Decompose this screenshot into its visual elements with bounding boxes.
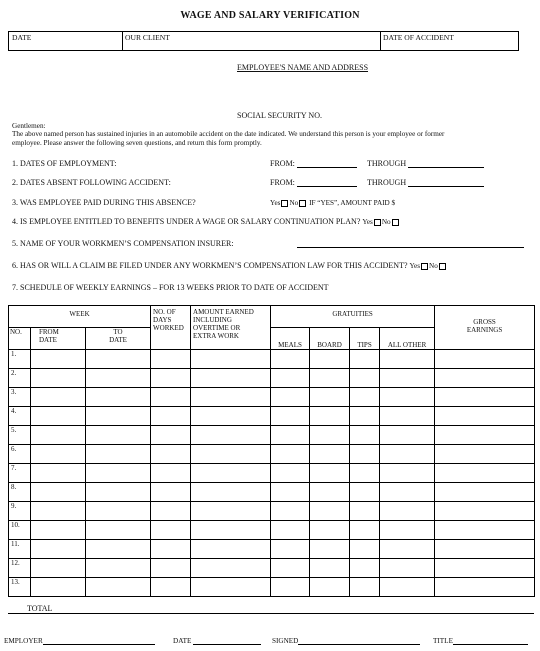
- table-cell[interactable]: [350, 483, 380, 502]
- table-cell[interactable]: [435, 369, 535, 388]
- table-cell[interactable]: [31, 350, 86, 369]
- q3-yes-checkbox[interactable]: [281, 200, 288, 207]
- table-cell[interactable]: [271, 521, 310, 540]
- client-field[interactable]: [122, 32, 380, 50]
- table-row: [9, 464, 535, 483]
- date-field[interactable]: [9, 32, 119, 50]
- table-cell[interactable]: [435, 483, 535, 502]
- row-number: 7.: [9, 464, 31, 483]
- q1-label: 1. DATES OF EMPLOYMENT:: [12, 159, 117, 168]
- row-number: 11.: [9, 540, 31, 559]
- table-cell[interactable]: [191, 426, 271, 445]
- table-cell[interactable]: [271, 502, 310, 521]
- accident-label: DATE OF ACCIDENT: [383, 33, 454, 42]
- table-cell[interactable]: [271, 464, 310, 483]
- table-cell[interactable]: [380, 540, 435, 559]
- gross-earnings-header: GROSS EARNINGS: [435, 306, 535, 350]
- table-cell[interactable]: [435, 502, 535, 521]
- table-cell[interactable]: [271, 350, 310, 369]
- table-cell[interactable]: [86, 483, 151, 502]
- table-row: [9, 407, 535, 426]
- table-cell[interactable]: [271, 559, 310, 578]
- q5-label: 5. NAME OF YOUR WORKMEN’S COMPENSATION INSURER:: [12, 239, 234, 248]
- table-cell[interactable]: [151, 407, 191, 426]
- table-cell[interactable]: [86, 445, 151, 464]
- row-number: 3.: [9, 388, 31, 407]
- row-number: 4.: [9, 407, 31, 426]
- table-cell[interactable]: [191, 464, 271, 483]
- table-cell[interactable]: [350, 464, 380, 483]
- table-cell[interactable]: [380, 559, 435, 578]
- q2-from-input[interactable]: [297, 178, 357, 187]
- table-cell[interactable]: [435, 350, 535, 369]
- table-cell[interactable]: [310, 521, 350, 540]
- table-cell[interactable]: [310, 502, 350, 521]
- table-cell[interactable]: [191, 445, 271, 464]
- signed-input[interactable]: [298, 636, 420, 645]
- table-cell[interactable]: [151, 483, 191, 502]
- table-cell[interactable]: [435, 388, 535, 407]
- table-cell[interactable]: [435, 464, 535, 483]
- table-cell[interactable]: [310, 407, 350, 426]
- table-cell[interactable]: [86, 540, 151, 559]
- employee-name-label: EMPLOYEE'S NAME AND ADDRESS: [237, 63, 369, 72]
- table-cell[interactable]: [435, 445, 535, 464]
- table-cell[interactable]: [271, 445, 310, 464]
- table-cell[interactable]: [151, 388, 191, 407]
- table-cell[interactable]: [380, 426, 435, 445]
- intro-line-1: The above named person has sustained injuries in an automobile accident on the date indicated. We understand this person is your employee or former: [12, 130, 445, 138]
- q4-yes-checkbox[interactable]: [374, 219, 381, 226]
- client-label: OUR CLIENT: [125, 33, 170, 42]
- table-cell[interactable]: [350, 388, 380, 407]
- table-cell[interactable]: [191, 540, 271, 559]
- table-row: [9, 521, 535, 540]
- table-cell[interactable]: [31, 407, 86, 426]
- table-cell[interactable]: [310, 426, 350, 445]
- amount-earned-header: AMOUNT EARNED INCLUDING OVERTIME OR EXTRA WORK: [191, 306, 271, 350]
- weekly-earnings-table: [8, 305, 535, 597]
- table-cell[interactable]: [151, 464, 191, 483]
- table-cell[interactable]: [31, 578, 86, 597]
- table-row: [9, 388, 535, 407]
- table-cell[interactable]: [271, 483, 310, 502]
- table-cell[interactable]: [271, 388, 310, 407]
- table-cell[interactable]: [86, 578, 151, 597]
- board-header: BOARD: [310, 328, 350, 350]
- table-cell[interactable]: [151, 578, 191, 597]
- table-cell[interactable]: [151, 521, 191, 540]
- table-cell[interactable]: [271, 407, 310, 426]
- gratuities-header: GRATUITIES: [271, 306, 435, 328]
- table-cell[interactable]: [350, 445, 380, 464]
- ssn-label: SOCIAL SECURITY NO.: [237, 111, 322, 120]
- table-row: [9, 483, 535, 502]
- tips-header: TIPS: [350, 328, 380, 350]
- row-number: 1.: [9, 350, 31, 369]
- table-header-row-1: [9, 306, 535, 328]
- table-cell[interactable]: [86, 426, 151, 445]
- table-cell[interactable]: [310, 540, 350, 559]
- table-cell[interactable]: [350, 350, 380, 369]
- table-cell[interactable]: [435, 521, 535, 540]
- table-cell[interactable]: [31, 426, 86, 445]
- employer-input[interactable]: [43, 636, 155, 645]
- table-cell[interactable]: [350, 578, 380, 597]
- row-number: 2.: [9, 369, 31, 388]
- q2-through: THROUGH: [367, 178, 484, 187]
- table-cell[interactable]: [31, 540, 86, 559]
- table-row: [9, 578, 535, 597]
- table-cell[interactable]: [151, 445, 191, 464]
- q6-label: 6. HAS OR WILL A CLAIM BE FILED UNDER ANY WORKMEN’S COMPENSATION LAW FOR THIS ACCIDENT? Yes No: [12, 261, 447, 270]
- table-cell[interactable]: [350, 502, 380, 521]
- table-cell[interactable]: [310, 578, 350, 597]
- table-cell[interactable]: [31, 445, 86, 464]
- table-cell[interactable]: [380, 388, 435, 407]
- table-cell[interactable]: [350, 540, 380, 559]
- q2-from: FROM:: [270, 178, 357, 187]
- q2-label: 2. DATES ABSENT FOLLOWING ACCIDENT:: [12, 178, 171, 187]
- table-cell[interactable]: [151, 369, 191, 388]
- table-cell[interactable]: [191, 407, 271, 426]
- table-cell[interactable]: [191, 502, 271, 521]
- table-cell[interactable]: [191, 559, 271, 578]
- table-cell[interactable]: [151, 426, 191, 445]
- table-cell[interactable]: [435, 578, 535, 597]
- table-cell[interactable]: [191, 350, 271, 369]
- table-cell[interactable]: [31, 559, 86, 578]
- q3-answer: Yes No IF “YES”, AMOUNT PAID $: [270, 199, 396, 207]
- q3-label: 3. WAS EMPLOYEE PAID DURING THIS ABSENCE?: [12, 198, 196, 207]
- table-cell[interactable]: [380, 521, 435, 540]
- table-cell[interactable]: [271, 578, 310, 597]
- accident-date-field[interactable]: [380, 32, 518, 50]
- row-number: 6.: [9, 445, 31, 464]
- table-cell[interactable]: [310, 483, 350, 502]
- table-cell[interactable]: [310, 388, 350, 407]
- table-cell[interactable]: [380, 407, 435, 426]
- to-date-header: TO DATE: [86, 328, 151, 350]
- table-cell[interactable]: [191, 369, 271, 388]
- table-cell[interactable]: [380, 502, 435, 521]
- q5-input[interactable]: [297, 247, 524, 248]
- table-cell[interactable]: [151, 502, 191, 521]
- q2-through-input[interactable]: [408, 178, 484, 187]
- table-row: [9, 540, 535, 559]
- table-cell[interactable]: [86, 559, 151, 578]
- table-cell[interactable]: [380, 445, 435, 464]
- table-cell[interactable]: [191, 578, 271, 597]
- table-cell[interactable]: [350, 426, 380, 445]
- table-cell[interactable]: [350, 559, 380, 578]
- meals-header: MEALS: [271, 328, 310, 350]
- q1-through: THROUGH: [367, 159, 484, 168]
- table-cell[interactable]: [151, 350, 191, 369]
- table-cell[interactable]: [31, 483, 86, 502]
- row-number: 12.: [9, 559, 31, 578]
- total-label: TOTAL: [27, 604, 53, 613]
- table-cell[interactable]: [310, 369, 350, 388]
- table-cell[interactable]: [31, 521, 86, 540]
- row-number: 8.: [9, 483, 31, 502]
- title-footer-field: TITLE: [433, 636, 528, 645]
- row-number: 9.: [9, 502, 31, 521]
- table-cell[interactable]: [435, 426, 535, 445]
- table-cell[interactable]: [271, 540, 310, 559]
- signed-field: SIGNED: [272, 636, 420, 645]
- row-number: 5.: [9, 426, 31, 445]
- table-cell[interactable]: [350, 521, 380, 540]
- table-row: [9, 559, 535, 578]
- table-cell[interactable]: [86, 388, 151, 407]
- table-cell[interactable]: [380, 578, 435, 597]
- q3-no-checkbox[interactable]: [299, 200, 306, 207]
- row-number: 13.: [9, 578, 31, 597]
- table-cell[interactable]: [151, 540, 191, 559]
- table-cell[interactable]: [380, 350, 435, 369]
- table-row: [9, 426, 535, 445]
- table-cell[interactable]: [435, 559, 535, 578]
- q1-from-input[interactable]: [297, 159, 357, 168]
- table-cell[interactable]: [86, 350, 151, 369]
- table-cell[interactable]: [310, 350, 350, 369]
- table-cell[interactable]: [31, 464, 86, 483]
- total-line[interactable]: [8, 613, 534, 614]
- table-cell[interactable]: [380, 369, 435, 388]
- date-footer-input[interactable]: [193, 636, 261, 645]
- intro-line-2: employee. Please answer the following seven questions, and return this form promptly.: [12, 139, 262, 147]
- table-cell[interactable]: [31, 502, 86, 521]
- table-row: [9, 350, 535, 369]
- row-number: 10.: [9, 521, 31, 540]
- table-cell[interactable]: [191, 521, 271, 540]
- table-row: [9, 369, 535, 388]
- employer-field: EMPLOYER: [4, 636, 155, 645]
- table-cell[interactable]: [86, 464, 151, 483]
- table-cell[interactable]: [86, 502, 151, 521]
- q4-label: 4. IS EMPLOYEE ENTITLED TO BENEFITS UNDER A WAGE OR SALARY CONTINUATION PLAN? Yes No: [12, 217, 400, 226]
- date-label: DATE: [12, 33, 32, 42]
- table-cell[interactable]: [310, 559, 350, 578]
- table-cell[interactable]: [86, 521, 151, 540]
- from-date-header: FROM DATE: [31, 328, 86, 350]
- q6-no-checkbox[interactable]: [439, 263, 446, 270]
- table-cell[interactable]: [191, 483, 271, 502]
- q1-through-input[interactable]: [408, 159, 484, 168]
- q7-label: 7. SCHEDULE OF WEEKLY EARNINGS – FOR 13 WEEKS PRIOR TO DATE OF ACCIDENT: [12, 283, 329, 292]
- table-cell[interactable]: [86, 369, 151, 388]
- header-fields-box: [8, 31, 519, 51]
- table-cell[interactable]: [271, 426, 310, 445]
- table-cell[interactable]: [31, 369, 86, 388]
- no-header: NO.: [9, 328, 31, 350]
- table-cell[interactable]: [350, 369, 380, 388]
- salutation: Gentlemen:: [12, 122, 46, 130]
- table-cell[interactable]: [350, 407, 380, 426]
- q1-from: FROM:: [270, 159, 357, 168]
- table-cell[interactable]: [310, 445, 350, 464]
- table-cell[interactable]: [151, 559, 191, 578]
- q4-no-checkbox[interactable]: [392, 219, 399, 226]
- form-title: WAGE AND SALARY VERIFICATION: [180, 10, 360, 21]
- table-row: [9, 445, 535, 464]
- title-footer-input[interactable]: [453, 636, 528, 645]
- week-header: WEEK: [9, 306, 151, 328]
- table-cell[interactable]: [435, 407, 535, 426]
- q6-yes-checkbox[interactable]: [421, 263, 428, 270]
- table-row: [9, 502, 535, 521]
- all-other-header: ALL OTHER: [380, 328, 435, 350]
- table-cell[interactable]: [435, 540, 535, 559]
- table-cell[interactable]: [380, 464, 435, 483]
- table-cell[interactable]: [86, 407, 151, 426]
- days-worked-header: NO. OF DAYS WORKED: [151, 306, 191, 350]
- table-cell[interactable]: [191, 388, 271, 407]
- table-cell[interactable]: [380, 483, 435, 502]
- table-cell[interactable]: [310, 464, 350, 483]
- date-footer-field: DATE: [173, 636, 261, 645]
- table-cell[interactable]: [271, 369, 310, 388]
- table-cell[interactable]: [31, 388, 86, 407]
